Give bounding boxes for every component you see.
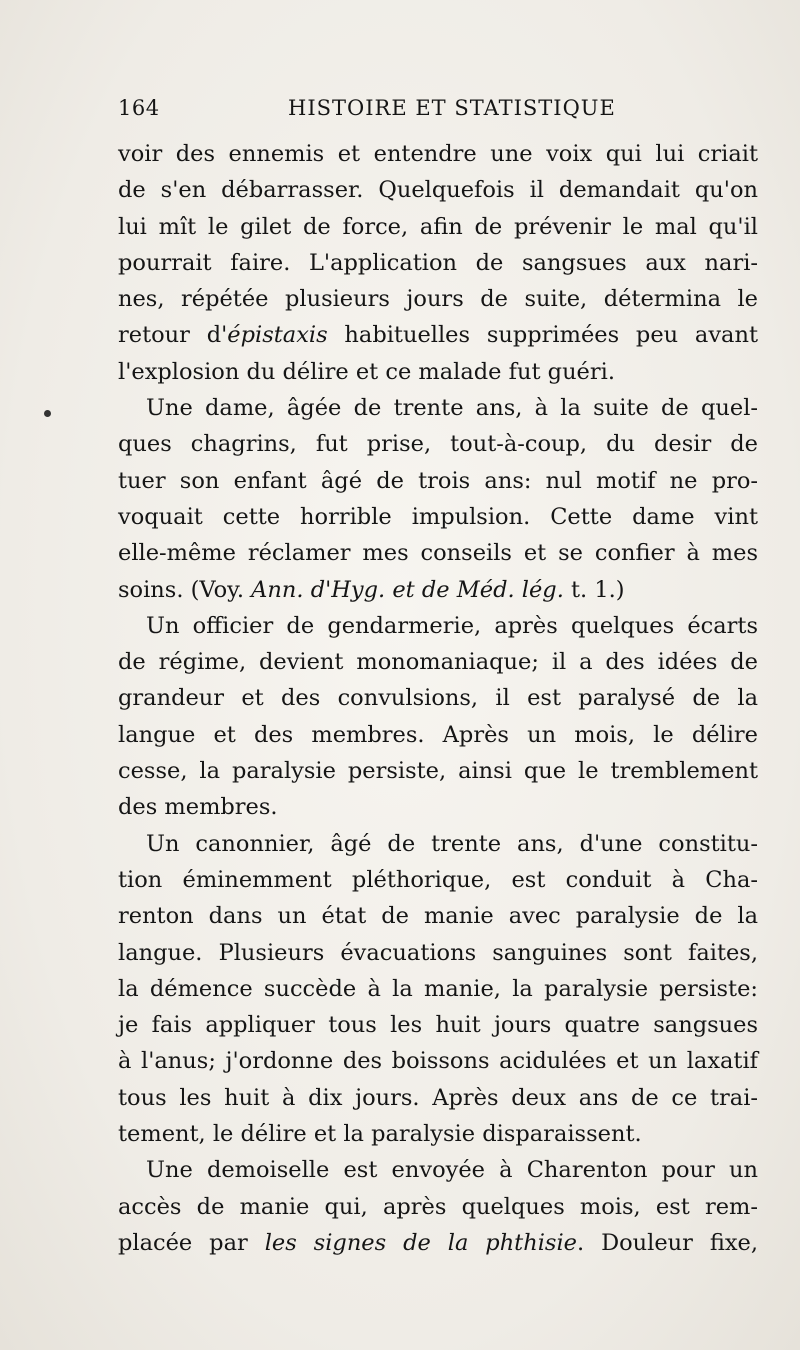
page-header: [118, 96, 758, 130]
text-line: voir des ennemis et entendre une voix qui lui criait: [118, 141, 758, 167]
text-line: grandeur et des convulsions, il est paralysé de la: [118, 685, 758, 712]
page-number: 164: [118, 96, 160, 120]
text-run: placée par: [118, 1229, 265, 1256]
text-line: [118, 572, 758, 608]
text-line: langue. Plusieurs évacuations sanguines sont faites,: [118, 939, 758, 966]
text-line: [118, 317, 758, 353]
text-line: des membres.: [118, 794, 278, 821]
text-line: voquait cette horrible impulsion. Cette dame vint: [118, 503, 758, 530]
text-line: tuer son enfant âgé de trois ans: nul motif ne pro-: [118, 467, 758, 494]
paragraph-start-line: Un canonnier, âgé de trente ans, d'une constitu-: [146, 830, 758, 857]
paragraph-start-line: Une demoiselle est envoyée à Charenton pour un: [146, 1157, 758, 1184]
text-line: accès de manie qui, après quelques mois, est rem-: [118, 1193, 758, 1220]
text-run: soins. (Voy.: [118, 576, 252, 603]
text-line: [118, 1225, 758, 1261]
text-line: tous les huit à dix jours. Après deux ans de ce trai-: [118, 1084, 758, 1111]
paragraph-start-line: Une dame, âgée de trente ans, à la suite de quel-: [146, 395, 758, 422]
body-text: [118, 136, 758, 1261]
text-line: pourrait faire. L'application de sangsues aux nari-: [118, 249, 758, 276]
text-line: de régime, devient monomaniaque; il a des idées de: [118, 649, 758, 676]
text-line: nes, répétée plusieurs jours de suite, détermina le: [118, 286, 758, 313]
text-line: tion éminemment pléthorique, est conduit à Cha-: [118, 866, 758, 893]
text-run: habituelles supprimées peu avant: [327, 322, 758, 349]
text-line: je fais appliquer tous les huit jours quatre sangsues: [118, 1012, 758, 1039]
running-title: HISTOIRE ET STATISTIQUE: [288, 96, 616, 120]
text-line: à l'anus; j'ordonne des boissons acidulées et un laxatif: [118, 1048, 758, 1075]
text-line: de s'en débarrasser. Quelquefois il demandait qu'on: [118, 177, 758, 204]
text-run: t. 1.): [563, 576, 625, 603]
text-line: ques chagrins, fut prise, tout-à-coup, du desir de: [118, 431, 758, 458]
text-line: lui mît le gilet de force, afin de prévenir le mal qu'il: [118, 213, 758, 240]
margin-mark: [44, 410, 51, 417]
text-line: la démence succède à la manie, la paralysie persiste:: [118, 975, 758, 1002]
text-line: elle-même réclamer mes conseils et se confier à mes: [118, 540, 758, 567]
text-line: tement, le délire et la paralysie disparaissent.: [118, 1121, 642, 1148]
text-line: l'explosion du délire et ce malade fut guéri.: [118, 358, 615, 385]
italic-phrase: les signes de la phthisie: [264, 1229, 577, 1256]
text-run: . Douleur fixe,: [576, 1229, 758, 1256]
paragraph-start-line: Un officier de gendarmerie, après quelques écarts: [146, 612, 758, 639]
italic-citation: Ann. d'Hyg. et de Méd. lég.: [251, 576, 564, 603]
text-line: cesse, la paralysie persiste, ainsi que le tremblement: [118, 758, 758, 785]
text-line: langue et des membres. Après un mois, le délire: [118, 721, 758, 748]
italic-term: épistaxis: [227, 322, 328, 349]
text-run: retour d': [118, 322, 228, 349]
text-line: renton dans un état de manie avec paralysie de la: [118, 903, 758, 930]
